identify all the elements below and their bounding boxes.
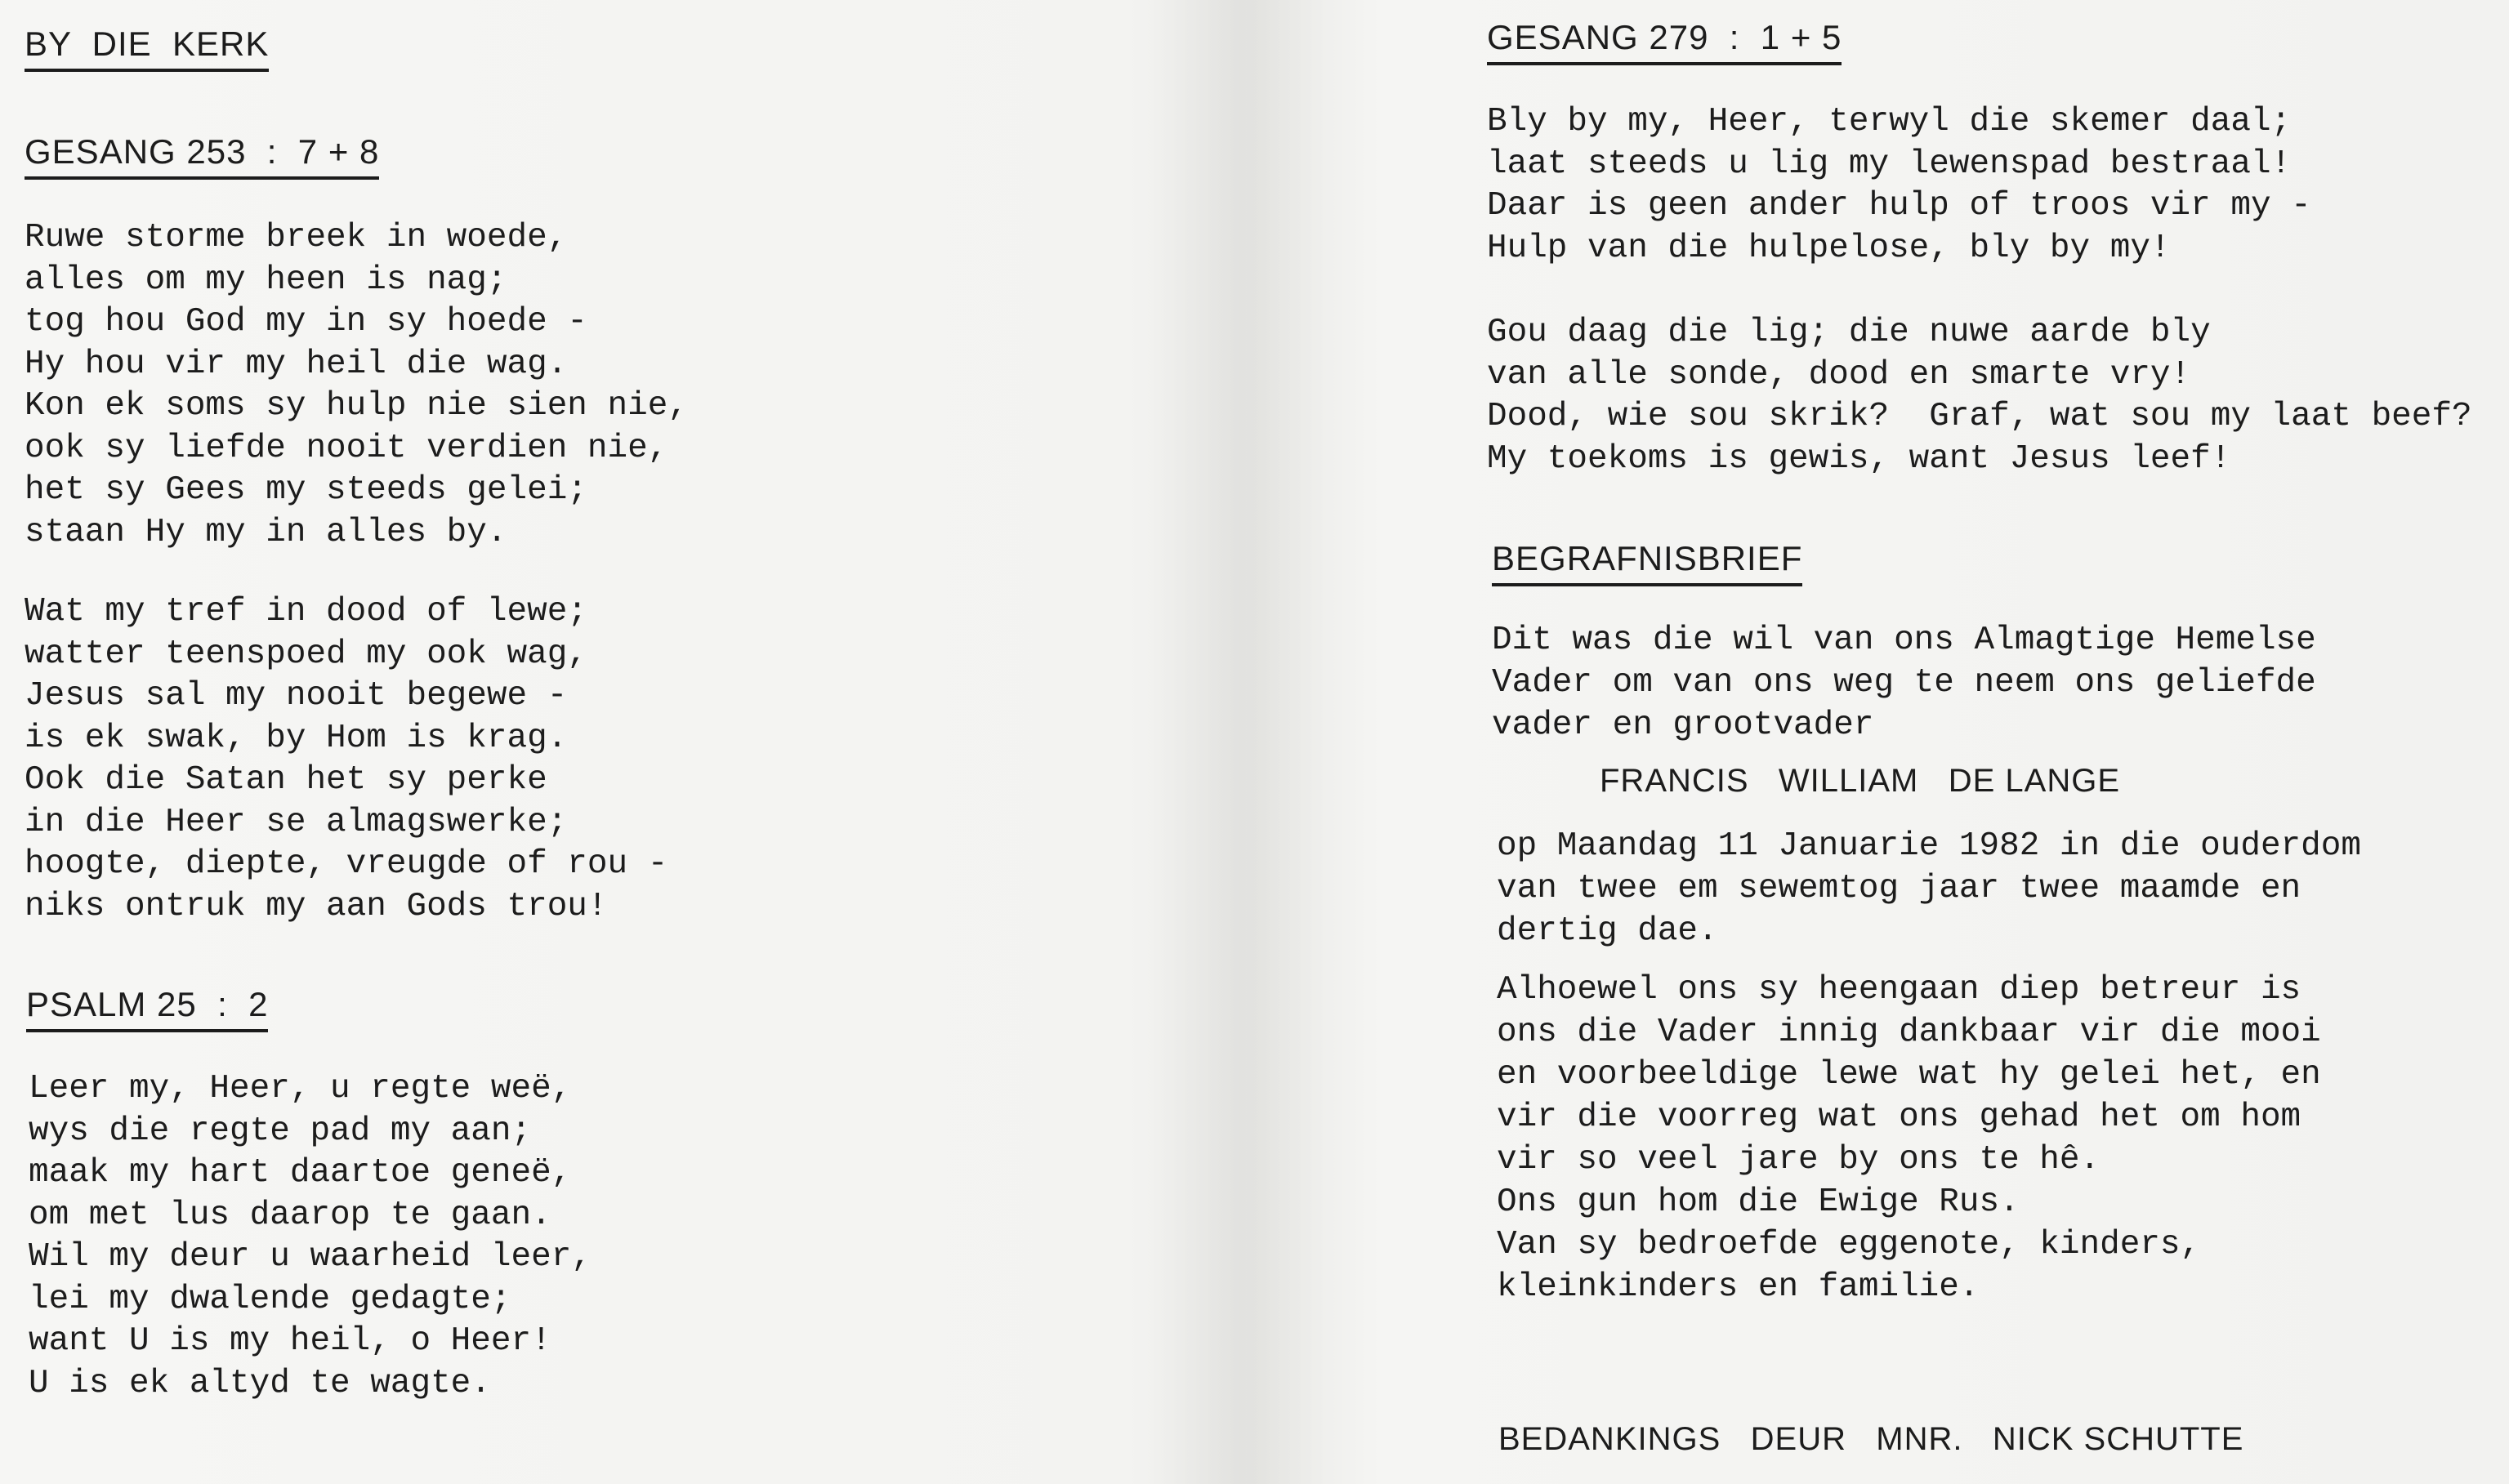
text-line: Ons gun hom die Ewige Rus. [1497,1183,2020,1221]
text-line: ons die Vader innig dankbaar vir die mooi [1497,1014,2321,1051]
text-line: Dit was die wil van ons Almagtige Hemelse [1492,622,2316,659]
text-line: niks ontruk my aan Gods trou! [25,887,608,925]
text-line: vir die voorreg wat ons gehad het om hom [1497,1099,2301,1136]
text-line: maak my hart daartoe geneë, [29,1154,572,1192]
text-line: Vader om van ons weg te neem ons geliefde [1492,664,2316,702]
text-line: dertig dae. [1497,912,1718,950]
text-line: Ook die Satan het sy perke [25,761,547,799]
text-line: het sy Gees my steeds gelei; [25,471,587,509]
text-line: Wil my deur u waarheid leer, [29,1238,592,1276]
text-line: Bly by my, Heer, terwyl die skemer daal; [1487,103,2292,140]
deceased-name: FRANCIS WILLIAM DE LANGE [1600,763,2121,799]
text-line: tog hou God my in sy hoede - [25,303,587,341]
text-line: Ruwe storme breek in woede, [25,219,568,256]
text-line: Hy hou vir my heil die wag. [25,345,568,383]
by-die-kerk-heading: BY DIE KERK [25,25,269,72]
text-line: vir so veel jare by ons te hê. [1497,1141,2101,1179]
gesang-279-verse-5 [1487,312,2472,480]
begrafnisbrief-title: BEGRAFNISBRIEF [1492,539,1802,586]
text-line: Kon ek soms sy hulp nie sien nie, [25,387,688,425]
text-line: van twee em sewemtog jaar twee maamde en [1497,870,2301,907]
text-line: Gou daag die lig; die nuwe aarde bly [1487,314,2211,351]
text-line: U is ek altyd te wagte. [29,1364,491,1402]
text-line: vader en grootvader [1492,706,1874,744]
text-line: Leer my, Heer, u regte weë, [29,1070,572,1107]
gesang-253-verse-8 [25,591,667,928]
text-line: alles om my heen is nag; [25,261,507,299]
text-line: in die Heer se almagswerke; [25,803,568,841]
text-line: Alhoewel ons sy heengaan diep betreur is [1497,971,2301,1009]
text-line: Van sy bedroefde eggenote, kinders, [1497,1226,2201,1263]
psalm-25-title: PSALM 25 : 2 [26,985,268,1032]
text-line: om met lus daarop te gaan. [29,1196,551,1234]
text-line: op Maandag 11 Januarie 1982 in die ouderdom [1497,827,2361,865]
thanks-line: BEDANKINGS DEUR MNR. NICK SCHUTTE [1498,1421,2244,1457]
text-line: want U is my heil, o Heer! [29,1322,551,1360]
page-fold-crease [1148,0,1328,1484]
text-line: van alle sonde, dood en smarte vry! [1487,355,2191,394]
gesang-253-verse-7 [25,217,688,554]
death-date-text [1497,825,2361,952]
begrafnisbrief-intro [1492,619,2316,746]
text-line: Daar is geen ander hulp of troos vir my - [1487,187,2311,225]
text-line: Dood, wie sou skrik? Graf, wat sou my laat beef? [1487,398,2472,435]
text-line: hoogte, diepte, vreugde of rou - [25,845,668,883]
text-line: Wat my tref in dood of lewe; [25,593,587,631]
text-line: Hulp van die hulpelose, bly by my! [1487,229,2171,267]
text-line: watter teenspoed my ook wag, [25,635,587,673]
gesang-279-title: GESANG 279 : 1 + 5 [1487,18,1842,65]
text-line: is ek swak, by Hom is krag. [25,719,568,757]
text-line: en voorbeeldige lewe wat hy gelei het, en [1497,1056,2321,1094]
text-line: lei my dwalende gedagte; [29,1280,511,1318]
text-line: wys die regte pad my aan; [29,1112,532,1150]
gesang-279-verse-1 [1487,101,2311,270]
text-line: Jesus sal my nooit begewe - [25,677,568,715]
text-line: kleinkinders en familie. [1497,1268,1980,1306]
text-line: ook sy liefde nooit verdien nie, [25,429,668,467]
text-line: laat steeds u lig my lewenspad bestraal! [1487,145,2292,183]
begrafnisbrief-body [1497,969,2321,1308]
psalm-25-verse [29,1068,592,1405]
text-line: staan Hy my in alles by. [25,513,507,551]
gesang-253-title: GESANG 253 : 7 + 8 [25,132,379,180]
text-line: My toekoms is gewis, want Jesus leef! [1487,439,2231,478]
